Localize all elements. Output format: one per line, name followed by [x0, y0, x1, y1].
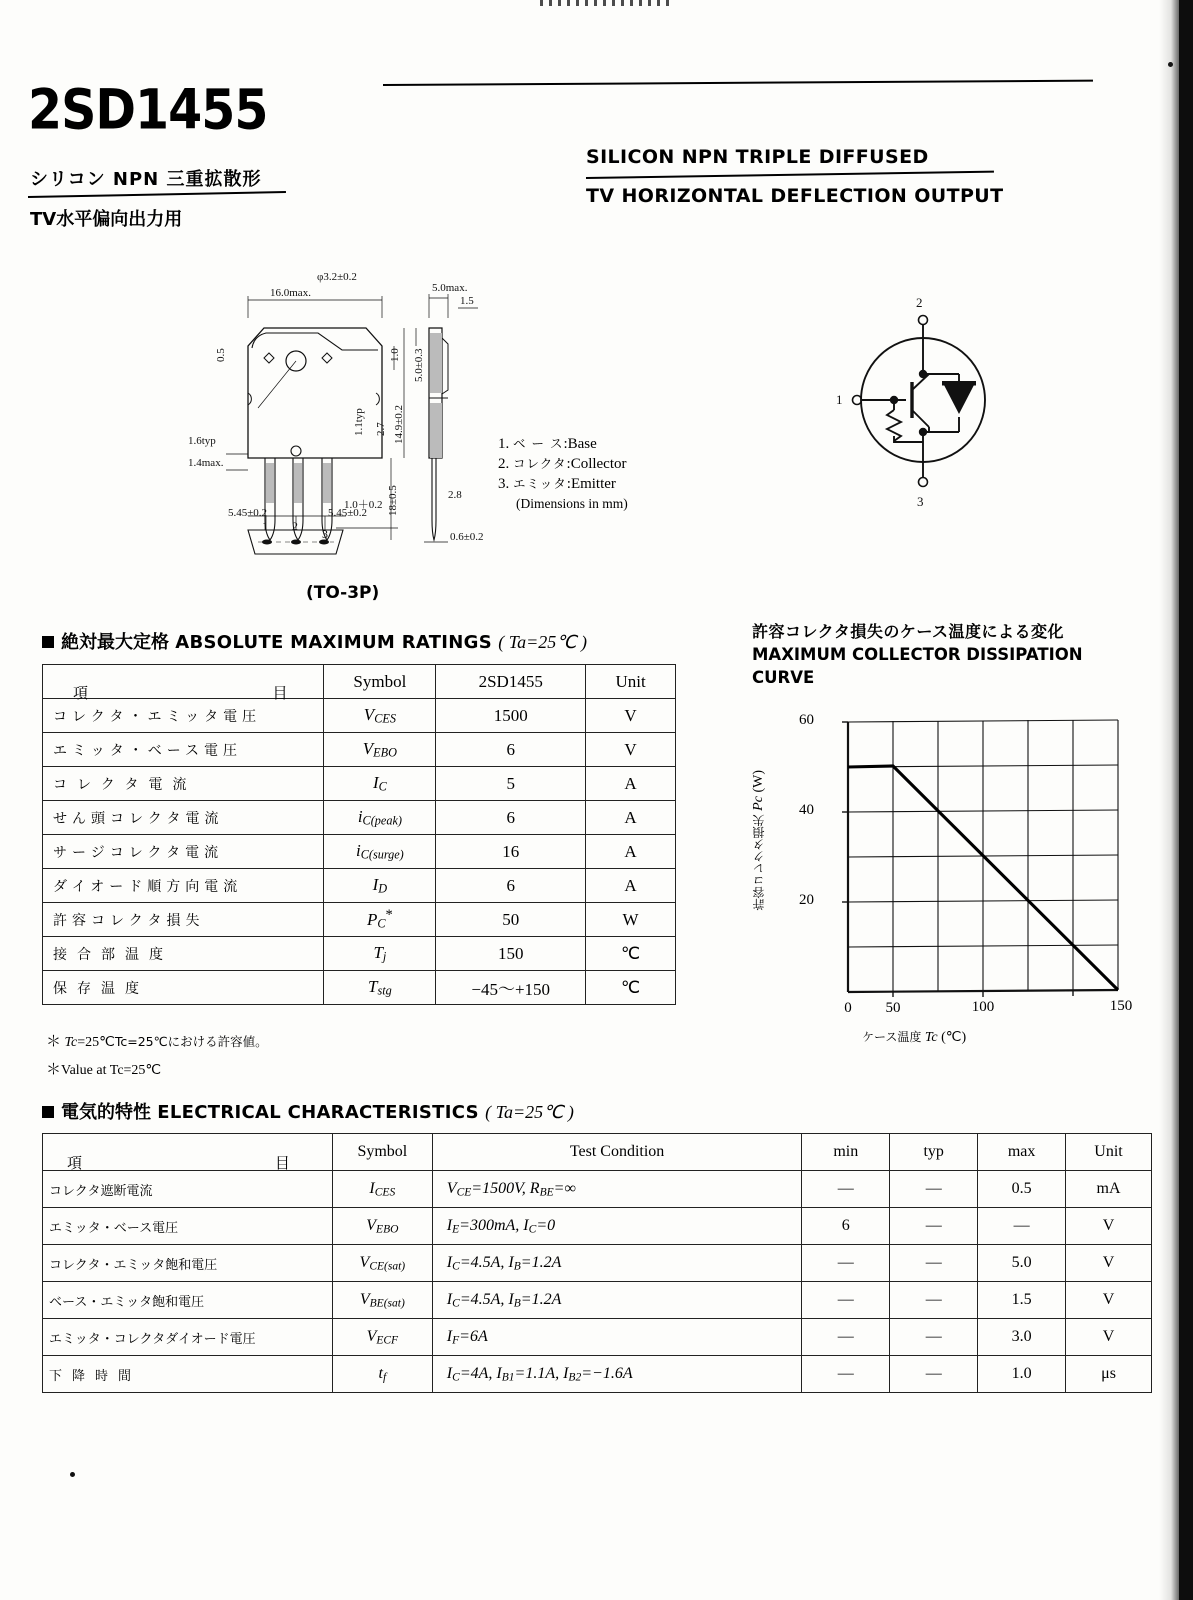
table-row [43, 699, 676, 733]
amr-symbol-5: $I_D$ [324, 869, 436, 903]
dim-10: 1.0 [389, 348, 401, 362]
table-row [43, 903, 676, 937]
amr-item-3: せん頭コレクタ電流 [53, 810, 224, 827]
dim-10p02: 1.0＋0.2 [344, 499, 383, 511]
symbol-terminal-2: 2 [916, 295, 923, 310]
ec-item-2: コレクタ・エミッタ飽和電圧 [43, 1245, 333, 1282]
amr-heading-jp: 絶対最大定格 [61, 632, 169, 653]
subtitle-jp-application: TV水平偏向出力用 [30, 209, 183, 230]
package-name-label: (TO-3P) [306, 583, 380, 603]
ec-typ-2: — [890, 1245, 978, 1282]
amr-unit-0: V [586, 699, 676, 733]
amr-item-1: エミッタ・ベース電圧 [53, 742, 243, 759]
dim-50: 5.0±0.3 [413, 348, 425, 382]
absolute-max-heading [42, 628, 587, 654]
amr-item-5: ダイオード順方向電流 [53, 878, 243, 895]
pin-no-2: 2. [498, 456, 510, 472]
amr-symbol-3: $i_{C(peak)}$ [324, 801, 436, 835]
amr-symbol-7: $T_j$ [324, 937, 436, 971]
dim-width: 16.0max. [270, 287, 311, 299]
amr-col-value: 2SD1455 [436, 665, 586, 699]
table-row [43, 1245, 1152, 1282]
amr-unit-3: A [586, 801, 676, 835]
chart-x-axis-label: ケース温度 Tc (℃) [862, 1030, 967, 1045]
table-row [43, 937, 676, 971]
amr-unit-7: ℃ [586, 937, 676, 971]
ec-col-typ: typ [890, 1134, 978, 1171]
ec-heading-cond: ( Ta=25℃ ) [485, 1102, 574, 1122]
dim-05: 0.5 [215, 348, 227, 362]
ec-max-5: 1.0 [978, 1356, 1066, 1393]
ec-item-3: ベース・エミッタ飽和電圧 [43, 1282, 333, 1319]
subtitle-en-underline [586, 171, 994, 179]
amr-unit-4: A [586, 835, 676, 869]
ec-max-3: 1.5 [978, 1282, 1066, 1319]
ec-symbol-3: $V_{BE(sat)}$ [332, 1282, 432, 1319]
ec-min-3: — [802, 1282, 890, 1319]
amr-symbol-6: $P_C^*$ [324, 903, 436, 937]
ec-symbol-0: $I_{CES}$ [332, 1171, 432, 1208]
subtitle-jp-type: シリコン NPN 三重拡散形 [30, 169, 262, 190]
ec-symbol-2: $V_{CE(sat)}$ [332, 1245, 432, 1282]
chart-xtick-50: 50 [885, 1000, 901, 1016]
amr-unit-8: ℃ [586, 971, 676, 1005]
pin-en-1: Base [567, 436, 597, 452]
dim-tab: 1.5 [460, 295, 474, 307]
dim-pitch-right: 5.45±0.2 [328, 507, 368, 519]
amr-unit-1: V [586, 733, 676, 767]
table-row [43, 971, 676, 1005]
amr-symbol-0: $V_{CES}$ [324, 699, 436, 733]
amr-value-4: 16 [436, 835, 586, 869]
ec-condition-1: $I_E=300mA$, $I_C=0$ [432, 1208, 802, 1245]
table-row [43, 1319, 1152, 1356]
dim-thickness: 5.0max. [432, 282, 468, 294]
table-row [43, 1356, 1152, 1393]
amr-value-0: 1500 [436, 699, 586, 733]
chart-xtick-0: 0 [844, 1000, 852, 1016]
chart-title-en-1: MAXIMUM COLLECTOR DISSIPATION [752, 645, 1083, 664]
dim-hole: φ3.2±0.2 [317, 271, 357, 283]
table-row [43, 733, 676, 767]
table-row [43, 767, 676, 801]
ec-max-2: 5.0 [978, 1245, 1066, 1282]
amr-footnote-en: ＊Value at Tc=25℃ [46, 1062, 162, 1078]
ec-typ-4: — [890, 1319, 978, 1356]
ec-col-min: min [802, 1134, 890, 1171]
bullet-square [42, 636, 54, 648]
ec-min-1: 6 [802, 1208, 890, 1245]
table-row [43, 835, 676, 869]
dimensions-note: (Dimensions in mm) [516, 496, 628, 511]
chart-ytick-60: 60 [799, 712, 814, 728]
amr-item-7: 接合部温度 [53, 946, 173, 963]
pin-num-2: 2 [292, 519, 298, 533]
chart-y-axis-label: 許容コレクタ損失 Pc (W) [751, 770, 766, 911]
symbol-terminal-1: 1 [836, 392, 843, 407]
ec-col-condition: Test Condition [432, 1134, 802, 1171]
title-underline [383, 80, 1093, 86]
amr-col-unit: Unit [586, 665, 676, 699]
ec-col-symbol: Symbol [332, 1134, 432, 1171]
chart-ytick-20: 20 [799, 892, 814, 908]
amr-col-item: 項 目 [43, 665, 324, 699]
amr-symbol-4: $i_{C(surge)}$ [324, 835, 436, 869]
ec-condition-0: $V_{CE}=1500V$, $R_{BE}=\infty$ [432, 1171, 802, 1208]
dim-149: 14.9±0.2 [393, 404, 405, 444]
amr-symbol-2: $I_C$ [324, 767, 436, 801]
part-number-title: 2SD1455 [28, 78, 268, 142]
amr-footnote-jp: ＊ Tc=25℃Tc=25℃における許容値。 [46, 1034, 268, 1050]
chart-xtick-100: 100 [971, 999, 995, 1015]
ec-symbol-5: $t_f$ [332, 1356, 432, 1393]
pin-num-3: 3 [322, 527, 328, 541]
package-outline-drawing [186, 258, 686, 598]
pin-jp-1: ベ ー ス [513, 436, 564, 451]
ec-item-4: エミッタ・コレクタダイオード電圧 [43, 1319, 333, 1356]
ec-typ-1: — [890, 1208, 978, 1245]
subtitle-jp-underline [28, 191, 286, 198]
amr-item-4: サージコレクタ電流 [53, 844, 224, 861]
amr-item-2: コレクタ電流 [53, 776, 197, 793]
electrical-characteristics-table [42, 1133, 1152, 1393]
ec-max-1: — [978, 1208, 1066, 1245]
bullet-square-2 [42, 1106, 54, 1118]
ec-heading-en: ELECTRICAL CHARACTERISTICS [157, 1102, 479, 1123]
ec-unit-4: V [1066, 1319, 1152, 1356]
ec-condition-2: $I_C=4.5A$, $I_B=1.2A$ [432, 1245, 802, 1282]
subtitle-en-type: SILICON NPN TRIPLE DIFFUSED [586, 146, 929, 168]
amr-heading-en: ABSOLUTE MAXIMUM RATINGS [175, 632, 492, 653]
chart-xtick-150: 150 [1109, 998, 1133, 1014]
ec-unit-2: V [1066, 1245, 1152, 1282]
circuit-symbol-diagram [828, 282, 1018, 512]
ec-max-4: 3.0 [978, 1319, 1066, 1356]
subtitle-en-application: TV HORIZONTAL DEFLECTION OUTPUT [586, 185, 1004, 207]
ec-unit-3: V [1066, 1282, 1152, 1319]
ec-unit-1: V [1066, 1208, 1152, 1245]
table-row [43, 1208, 1152, 1245]
pin-legend-item-2: 2. コレクタ:Collector [498, 456, 627, 472]
amr-value-1: 6 [436, 733, 586, 767]
ec-col-max: max [978, 1134, 1066, 1171]
amr-value-7: 150 [436, 937, 586, 971]
amr-symbol-1: $V_{EBO}$ [324, 733, 436, 767]
dim-27: 2.7 [375, 422, 387, 436]
ec-condition-4: $I_F=6A$ [432, 1319, 802, 1356]
amr-value-3: 6 [436, 801, 586, 835]
scan-artifact-top [540, 0, 670, 6]
ec-symbol-4: $V_{ECF}$ [332, 1319, 432, 1356]
amr-symbol-8: $T_{stg}$ [324, 971, 436, 1005]
pin-legend-item-1: 1. ベ ー ス:Base [498, 436, 597, 452]
ec-min-2: — [802, 1245, 890, 1282]
pin-en-3: Emitter [570, 476, 616, 492]
ec-typ-5: — [890, 1356, 978, 1393]
ec-condition-3: $I_C=4.5A$, $I_B=1.2A$ [432, 1282, 802, 1319]
amr-value-6: 50 [436, 903, 586, 937]
dim-16typ: 1.6typ [188, 435, 216, 447]
ec-min-0: — [802, 1171, 890, 1208]
scan-speck-bottom [70, 1472, 75, 1477]
amr-unit-6: W [586, 903, 676, 937]
amr-item-8: 保存温度 [53, 980, 149, 997]
table-row [43, 801, 676, 835]
ec-typ-0: — [890, 1171, 978, 1208]
amr-col-symbol: Symbol [324, 665, 436, 699]
pin-en-2: Collector [570, 456, 627, 472]
symbol-terminal-3: 3 [917, 494, 924, 509]
amr-unit-5: A [586, 869, 676, 903]
chart-title-en-2: CURVE [752, 668, 815, 687]
dim-14max: 1.4max. [188, 457, 224, 469]
pin-no-1: 1. [498, 436, 510, 452]
ec-item-1: エミッタ・ベース電圧 [43, 1208, 333, 1245]
table-row [43, 1282, 1152, 1319]
pin-legend-item-3: 3. エミッタ:Emitter [498, 476, 616, 492]
pin-legend [498, 434, 628, 514]
ec-max-0: 0.5 [978, 1171, 1066, 1208]
pin-num-1: 1 [262, 519, 268, 533]
ec-unit-5: μs [1066, 1356, 1152, 1393]
amr-value-5: 6 [436, 869, 586, 903]
ec-symbol-1: $V_{EBO}$ [332, 1208, 432, 1245]
table-header-row [43, 1134, 1152, 1171]
dim-06: 0.6±0.2 [450, 531, 484, 543]
amr-value-2: 5 [436, 767, 586, 801]
scan-edge-black [1179, 0, 1193, 1600]
dim-28: 2.8 [448, 489, 462, 501]
ec-col-unit: Unit [1066, 1134, 1152, 1171]
dim-pitch-left: 5.45±0.2 [228, 507, 268, 519]
dim-18: 18±0.5 [387, 485, 399, 516]
pin-jp-2: コレクタ [513, 456, 567, 471]
ec-condition-5: $I_C=4A$, $I_{B1}=1.1A$, $I_{B2}=-1.6A$ [432, 1356, 802, 1393]
ec-min-4: — [802, 1319, 890, 1356]
ec-heading-jp: 電気的特性 [61, 1102, 151, 1123]
dissipation-curve-chart [752, 620, 1152, 1050]
ec-typ-3: — [890, 1282, 978, 1319]
ec-item-5: 下降時間 [49, 1368, 142, 1384]
amr-value-8: −45～+150 [436, 971, 586, 1005]
electrical-heading [42, 1098, 574, 1124]
ec-item-0: コレクタ遮断電流 [43, 1171, 333, 1208]
pin-no-3: 3. [498, 476, 510, 492]
dim-11typ: 1.1typ [353, 408, 365, 436]
pin-jp-3: エミッタ [513, 476, 567, 491]
absolute-max-ratings-table [42, 664, 676, 1005]
chart-title [752, 620, 1083, 689]
chart-plot-area [799, 702, 1148, 1027]
table-row [43, 869, 676, 903]
chart-title-jp: 許容コレクタ損失のケース温度による変化 [752, 622, 1065, 641]
amr-item-0: コレクタ・エミッタ電圧 [53, 708, 262, 725]
ec-col-item: 項 目 [43, 1134, 333, 1171]
amr-heading-cond: ( Ta=25℃ ) [498, 632, 587, 652]
table-row [43, 1171, 1152, 1208]
amr-item-6: 許容コレクタ損失 [53, 912, 205, 929]
ec-unit-0: mA [1066, 1171, 1152, 1208]
amr-unit-2: A [586, 767, 676, 801]
chart-ytick-40: 40 [799, 802, 814, 818]
table-header-row [43, 665, 676, 699]
ec-min-5: — [802, 1356, 890, 1393]
